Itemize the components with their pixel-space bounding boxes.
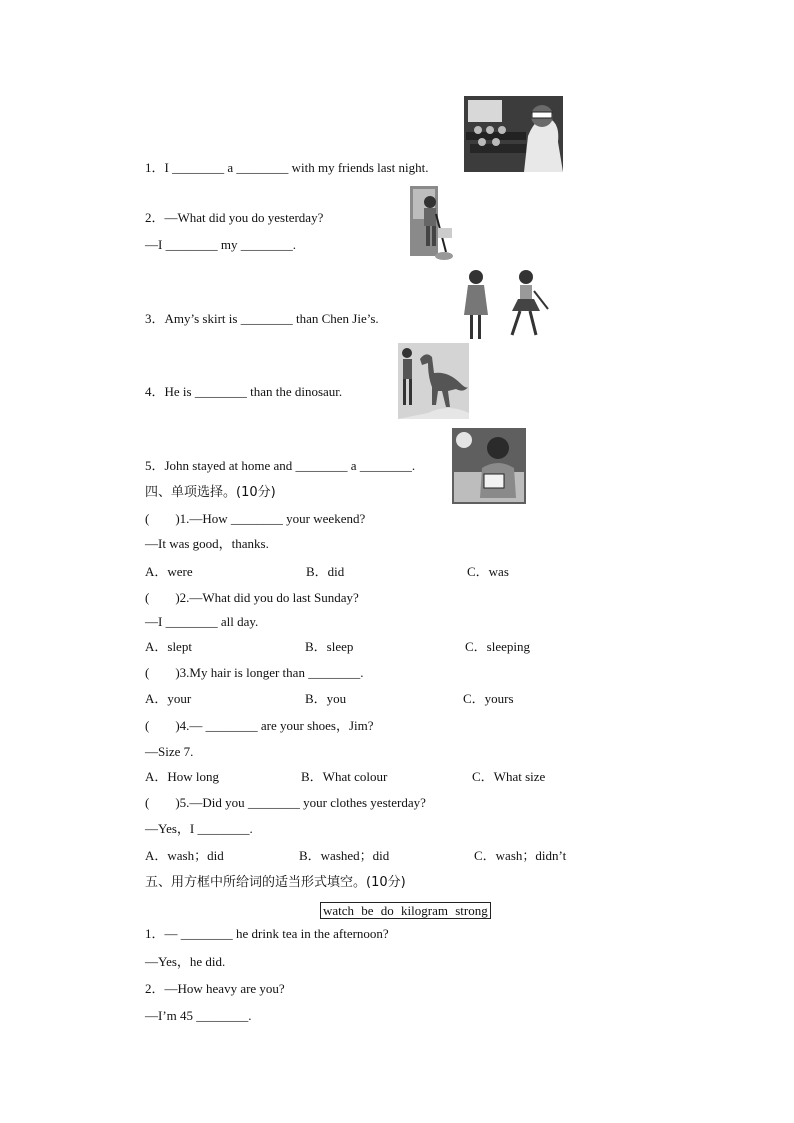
section4-q2-option-b[interactable]: B．sleep bbox=[305, 639, 354, 654]
section4-q3-option-a[interactable]: A．your bbox=[145, 691, 192, 706]
section4-title: 四、单项选择。(10分) bbox=[145, 485, 276, 500]
section4-q5-stem: ( )5.—Did you ________ your clothes yesterday? bbox=[145, 795, 426, 810]
section4-q1-option-c[interactable]: C．was bbox=[467, 564, 509, 579]
section4-q4-reply: —Size 7. bbox=[145, 744, 194, 759]
reading-picture bbox=[452, 428, 526, 504]
skirts-picture bbox=[462, 265, 554, 343]
section3-q5: 5．John stayed at home and ________ a ________. bbox=[145, 458, 416, 473]
section4-q1-option-b[interactable]: B．did bbox=[306, 564, 345, 579]
section4-q2-stem: ( )2.—What did you do last Sunday? bbox=[145, 590, 359, 605]
section4-q5-option-b[interactable]: B．washed；did bbox=[299, 848, 390, 863]
boy-cleaning-room-icon bbox=[408, 184, 454, 264]
section4-q3-option-c[interactable]: C．yours bbox=[463, 691, 514, 706]
boy-reading-book-icon bbox=[452, 428, 526, 504]
section4-q2-option-a[interactable]: A．slept bbox=[145, 639, 192, 654]
two-girls-skirts-icon bbox=[462, 265, 554, 343]
section4-q1-option-a[interactable]: A．were bbox=[145, 564, 193, 579]
boy-and-dinosaur-icon bbox=[398, 343, 469, 419]
section3-q2-reply: —I ________ my ________. bbox=[145, 237, 296, 252]
section5-q2: 2．—How heavy are you? bbox=[145, 981, 285, 996]
section3-q4: 4．He is ________ than the dinosaur. bbox=[145, 384, 343, 399]
section4-q4-stem: ( )4.— ________ are your shoes，Jim? bbox=[145, 718, 374, 733]
cinema-watching-film-icon bbox=[464, 96, 563, 172]
section5-q1: 1．— ________ he drink tea in the afternoon? bbox=[145, 926, 389, 941]
section3-q3: 3．Amy’s skirt is ________ than Chen Jie’s. bbox=[145, 311, 379, 326]
section4-q4-option-b[interactable]: B．What colour bbox=[301, 769, 388, 784]
dinosaur-picture bbox=[398, 343, 469, 419]
section4-q2-reply: —I ________ all day. bbox=[145, 614, 259, 629]
section4-q3-stem: ( )3.My hair is longer than ________. bbox=[145, 665, 364, 680]
section4-q5-option-a[interactable]: A．wash；did bbox=[145, 848, 224, 863]
section4-q1-reply: —It was good，thanks. bbox=[145, 536, 269, 551]
cinema-picture bbox=[464, 96, 563, 172]
cleaning-picture bbox=[408, 184, 454, 264]
section4-q4-option-c[interactable]: C．What size bbox=[472, 769, 546, 784]
section5-q2-reply: —I’m 45 ________. bbox=[145, 1008, 252, 1023]
section5-title: 五、用方框中所给词的适当形式填空。(10分) bbox=[145, 875, 406, 890]
section4-q1-stem: ( )1.—How ________ your weekend? bbox=[145, 511, 366, 526]
section3-q1: 1．I ________ a ________ with my friends last night. bbox=[145, 160, 429, 175]
section4-q2-option-c[interactable]: C．sleeping bbox=[465, 639, 530, 654]
section5-q1-reply: —Yes，he did. bbox=[145, 954, 226, 969]
section4-q5-reply: —Yes，I ________. bbox=[145, 821, 253, 836]
section4-q5-option-c[interactable]: C．wash；didn’t bbox=[474, 848, 567, 863]
word-box: watch be do kilogram strong bbox=[320, 902, 491, 919]
section4-q4-option-a[interactable]: A．How long bbox=[145, 769, 220, 784]
section3-q2: 2．—What did you do yesterday? bbox=[145, 210, 324, 225]
section4-q3-option-b[interactable]: B．you bbox=[305, 691, 347, 706]
